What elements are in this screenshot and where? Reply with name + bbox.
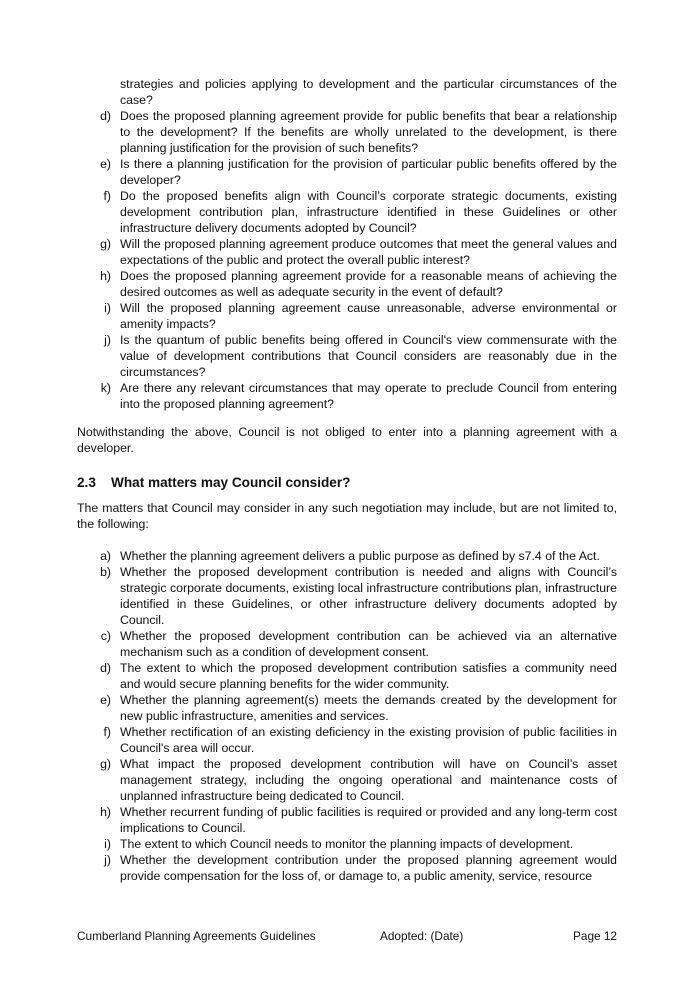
- list-marker: b): [100, 565, 111, 579]
- list-item-text: Will the proposed planning agreement produce outcomes that meet the general values and expectations of the public and protect the overall public interest?: [120, 237, 617, 267]
- list-item: [77, 852, 617, 884]
- criteria-list-continued: [77, 76, 617, 412]
- list-marker: i): [104, 301, 111, 315]
- section-heading: [77, 474, 617, 491]
- list-marker: [77, 76, 120, 108]
- list-marker: k): [100, 381, 111, 395]
- list-item-text: Whether the proposed development contribution is needed and aligns with Council’s strategic corporate documents, existing local infrastructure contributions plan, infrastructure identified in these Guidelines, or other infrastructure delivery documents adopted by Council.: [120, 565, 617, 627]
- body-paragraph: The matters that Council may consider in any such negotiation may include, but are not limited to, the following:: [77, 501, 617, 531]
- list-item: [77, 804, 617, 836]
- list-marker: i): [104, 837, 111, 851]
- list-item-text: Whether the development contribution under the proposed planning agreement would provide compensation for the loss of, or damage to, a public amenity, service, resource: [120, 853, 617, 883]
- list-item-text: Will the proposed planning agreement cause unreasonable, adverse environmental or amenity impacts?: [120, 301, 617, 331]
- list-item: [77, 188, 617, 236]
- list-marker: d): [100, 109, 111, 123]
- list-item-text: Whether the proposed development contribution can be achieved via an alternative mechanism such as a condition of development consent.: [120, 629, 617, 659]
- list-item: [77, 724, 617, 756]
- body-paragraph: Notwithstanding the above, Council is not obliged to enter into a planning agreement with a developer.: [77, 425, 617, 455]
- list-item-text: Whether recurrent funding of public facilities is required or provided and any long-term cost implications to Council.: [120, 805, 617, 835]
- list-item: [77, 236, 617, 268]
- list-item-text: Does the proposed planning agreement provide for a reasonable means of achieving the desired outcomes as well as adequate security in the event of default?: [120, 269, 617, 299]
- list-marker: j): [104, 853, 111, 867]
- list-marker: c): [100, 629, 111, 643]
- list-item-text: The extent to which Council needs to monitor the planning impacts of development.: [120, 837, 574, 851]
- list-item: [77, 756, 617, 804]
- list-marker: g): [100, 237, 111, 251]
- list-marker: h): [100, 269, 111, 283]
- list-item-text: What impact the proposed development contribution will have on Council’s asset management strategy, including the ongoing operational and maintenance costs of unplanned infrastructure being dedicated to Council.: [120, 757, 617, 803]
- list-item-text: strategies and policies applying to development and the particular circumstances of the case?: [120, 77, 617, 107]
- list-marker: f): [103, 725, 111, 739]
- page-content: [77, 76, 617, 884]
- footer-page-number: Page 12: [573, 929, 617, 943]
- list-item: [77, 548, 617, 564]
- list-marker: f): [103, 189, 111, 203]
- section-number: 2.3: [77, 475, 96, 490]
- list-item-text: Does the proposed planning agreement provide for public benefits that bear a relationship to the development? If the benefits are wholly unrelated to the development, is there planning justification for the provision of such benefits?: [120, 109, 617, 155]
- list-marker: e): [100, 693, 111, 707]
- list-item: [77, 76, 617, 108]
- footer-document-title: Cumberland Planning Agreements Guidelines: [77, 929, 316, 943]
- list-item-text: Whether rectification of an existing deficiency in the existing provision of public facilities in Council's area will occur.: [120, 725, 617, 755]
- list-marker: a): [100, 549, 111, 563]
- list-marker: j): [104, 333, 111, 347]
- list-item-text: Is there a planning justification for the provision of particular public benefits offered by the developer?: [120, 157, 617, 187]
- list-item: [77, 692, 617, 724]
- list-item: [77, 660, 617, 692]
- list-item-text: Whether the planning agreement delivers a public purpose as defined by s7.4 of the Act.: [120, 549, 600, 563]
- list-item: [77, 332, 617, 380]
- footer-adopted-date: Adopted: (Date): [380, 929, 464, 943]
- list-item-text: Are there any relevant circumstances that may operate to preclude Council from entering into the proposed planning agreement?: [120, 381, 617, 411]
- list-marker: h): [100, 805, 111, 819]
- list-item-text: Do the proposed benefits align with Council’s corporate strategic documents, existing development contribution plan, infrastructure identified in these Guidelines or other infrastructure delivery documents adopted by Council?: [120, 189, 617, 235]
- list-marker: e): [100, 157, 111, 171]
- matters-list: [77, 548, 617, 884]
- list-item: [77, 380, 617, 412]
- list-marker: d): [100, 661, 111, 675]
- list-item-text: Is the quantum of public benefits being offered in Council's view commensurate with the value of development contributions that Council considers are reasonably due in the circumstances?: [120, 333, 617, 379]
- list-item: [77, 300, 617, 332]
- list-item: [77, 108, 617, 156]
- list-item: [77, 564, 617, 628]
- list-item-text: The extent to which the proposed development contribution satisfies a community need and would secure planning benefits for the wider community.: [120, 661, 617, 691]
- list-item: [77, 628, 617, 660]
- list-item: [77, 836, 617, 852]
- section-title: What matters may Council consider?: [111, 475, 351, 490]
- list-item-text: Whether the planning agreement(s) meets the demands created by the development for new public infrastructure, amenities and services.: [120, 693, 617, 723]
- list-item: [77, 156, 617, 188]
- list-marker: g): [100, 757, 111, 771]
- list-item: [77, 268, 617, 300]
